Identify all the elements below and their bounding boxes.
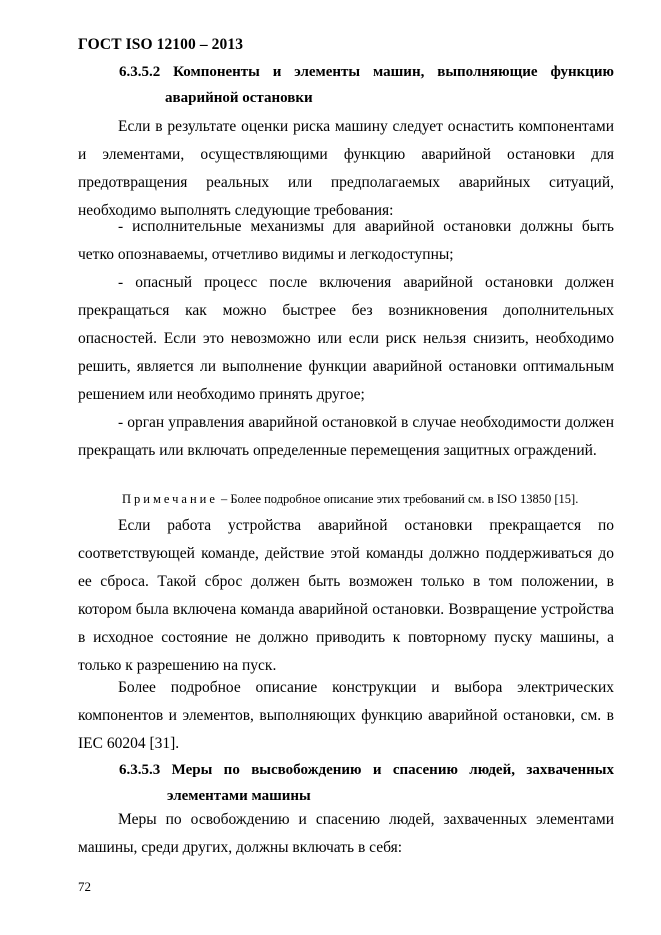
page-number: 72 xyxy=(78,879,91,894)
paragraph: Более подробное описание конструкции и выбора электрических компонентов и элементов, выполняющих функцию аварийной остановки, см. в IEC 60204 [31]. xyxy=(78,679,614,752)
note-label: Примечание xyxy=(122,492,218,506)
paragraph: Если работа устройства аварийной остановки прекращается по соответствующей команде, действие этой команды должно поддерживаться до ее сброса. Такой сброс должен быть возможен только в том положении, в котором была включена команда аварийной остановки. Возвращение устройства в исходное состояние не должно приводить к повторному пуску машины, а только к разрешению на пуск. xyxy=(78,517,614,674)
section-heading-6-3-5-2 xyxy=(119,59,614,111)
standard-header: ГОСТ ISO 12100 – 2013 xyxy=(78,36,244,53)
paragraph: Меры по освобождению и спасению людей, захваченных элементами машины, среди других, должны включать в себя: xyxy=(78,811,614,856)
paragraph: Если в результате оценки риска машину следует оснастить компонентами и элементами, осуществляющими функцию аварийной остановки для предотвращения реальных или предполагаемых аварийных ситуаций, необходимо выполнять следующие требования: xyxy=(78,118,614,219)
section-heading-line: 6.3.5.3 Меры по высвобождению и спасению людей, захваченных xyxy=(119,762,614,778)
list-item: - орган управления аварийной остановкой в случае необходимости должен прекращать или включать определенные перемещения защитных ограждений. xyxy=(78,414,614,459)
section-heading-line: аварийной остановки xyxy=(165,90,313,106)
list-item: - исполнительные механизмы для аварийной остановки должны быть четко опознаваемы, отчетливо видимы и легкодоступны; xyxy=(78,218,614,263)
section-heading-line: элементами машины xyxy=(167,788,311,804)
note-text: – Более подробное описание этих требований см. в ISO 13850 [15]. xyxy=(217,492,579,506)
note xyxy=(122,490,614,508)
section-heading-6-3-5-3 xyxy=(119,757,614,809)
section-heading-line: 6.3.5.2 Компоненты и элементы машин, выполняющие функцию xyxy=(119,64,614,80)
list-item: - опасный процесс после включения аварийной остановки должен прекращаться как можно быстрее без возникновения дополнительных опасностей. Если это невозможно или если риск нельзя снизить, необходимо решить, является ли выполнение функции аварийной остановки оптимальным решением или необходимо принять другое; xyxy=(78,274,614,403)
